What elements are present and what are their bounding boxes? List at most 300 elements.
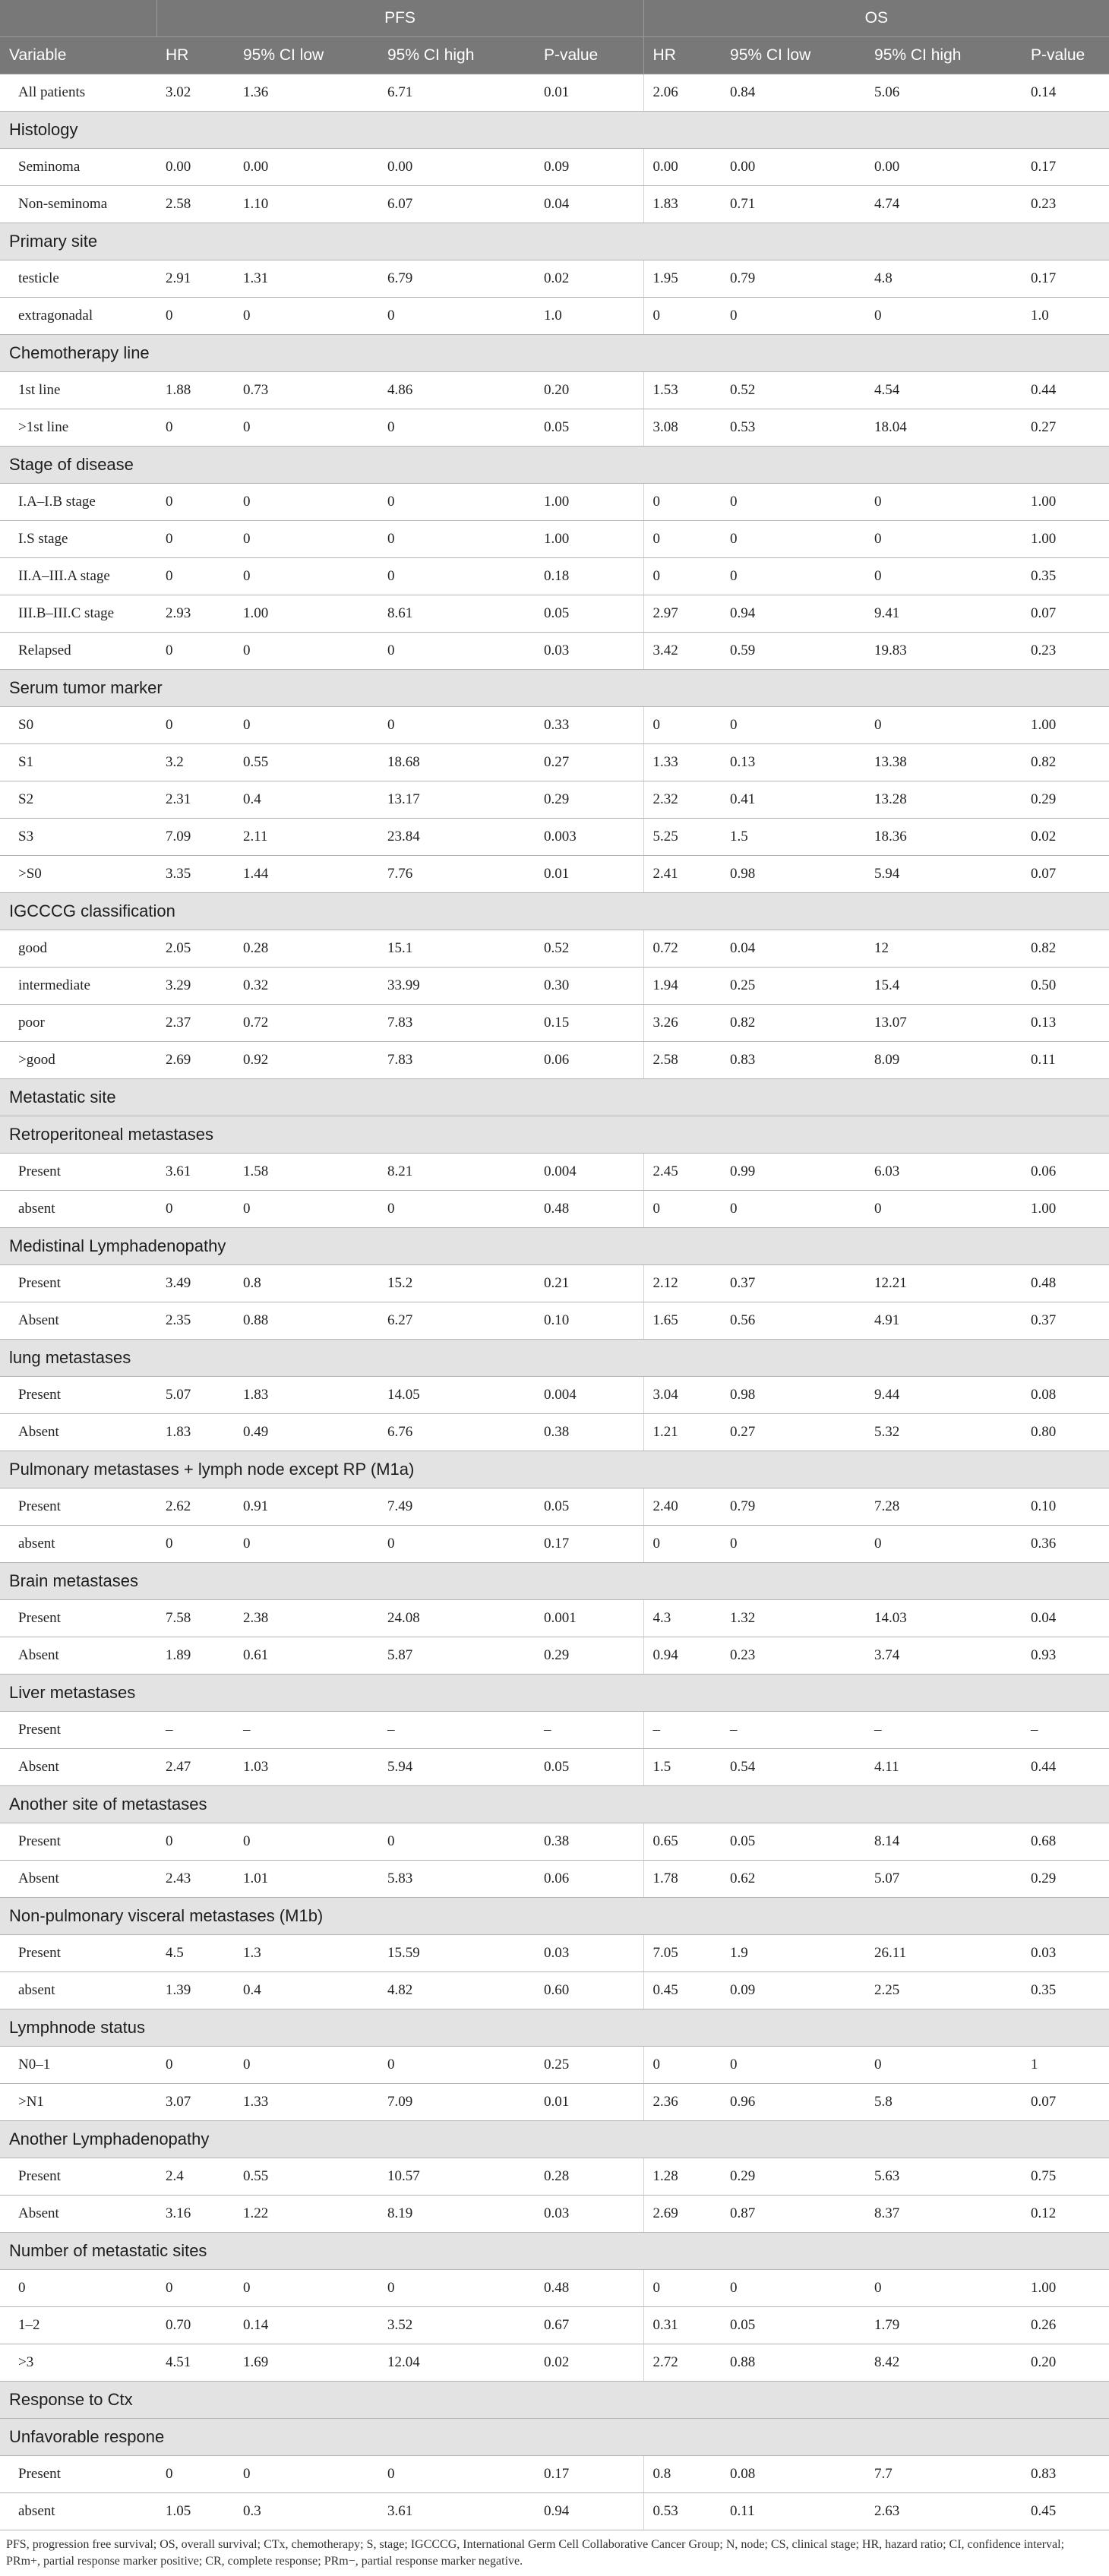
section-row	[0, 2233, 1109, 2270]
table-cell: 0.94	[643, 1637, 721, 1675]
table-cell: 5.25	[643, 819, 721, 856]
table-cell: 0.54	[721, 1749, 865, 1786]
row-label: Present	[0, 2158, 156, 2196]
table-cell: 0	[378, 298, 535, 335]
row-label: Present	[0, 1823, 156, 1861]
table-cell: 1.94	[643, 968, 721, 1005]
table-cell: 0	[234, 1823, 378, 1861]
table-cell: 4.91	[865, 1302, 1022, 1340]
table-cell: 1.10	[234, 186, 378, 223]
section-row	[0, 2121, 1109, 2158]
table-cell: 0.55	[234, 744, 378, 781]
table-cell: 0	[721, 558, 865, 595]
table-cell: 5.8	[865, 2084, 1022, 2121]
table-cell: –	[865, 1712, 1022, 1749]
table-cell: 0.29	[535, 781, 643, 819]
table-cell: 1.33	[643, 744, 721, 781]
table-cell: 1.01	[234, 1861, 378, 1898]
table-cell: 1.44	[234, 856, 378, 893]
table-row	[0, 186, 1109, 223]
table-cell: 0.10	[1022, 1488, 1109, 1526]
table-cell: 0.004	[535, 1377, 643, 1414]
table-cell: 5.83	[378, 1861, 535, 1898]
section-row	[0, 223, 1109, 260]
table-row	[0, 558, 1109, 595]
table-cell: 2.47	[156, 1749, 234, 1786]
table-cell: 0.82	[721, 1005, 865, 1042]
row-label: Absent	[0, 1302, 156, 1340]
table-cell: 0	[643, 707, 721, 744]
table-cell: 2.43	[156, 1861, 234, 1898]
row-label: 1st line	[0, 372, 156, 409]
table-cell: 2.38	[234, 1600, 378, 1637]
table-cell: 2.11	[234, 819, 378, 856]
section-label: Lymphnode status	[0, 2009, 1109, 2047]
table-cell: 0.03	[535, 633, 643, 670]
row-label: S2	[0, 781, 156, 819]
section-row	[0, 2382, 1109, 2419]
table-cell: 0.13	[721, 744, 865, 781]
table-cell: 0.31	[643, 2307, 721, 2344]
table-cell: –	[234, 1712, 378, 1749]
table-cell: 0.00	[865, 149, 1022, 186]
row-label: Present	[0, 1154, 156, 1191]
table-cell: 0.14	[234, 2307, 378, 2344]
table-cell: 0	[378, 1526, 535, 1563]
group-header-os: OS	[643, 0, 1109, 37]
table-cell: 0.04	[1022, 1600, 1109, 1637]
table-cell: 0.83	[1022, 2456, 1109, 2493]
table-row	[0, 1637, 1109, 1675]
table-cell: –	[721, 1712, 865, 1749]
column-header: 95% CI high	[378, 37, 535, 74]
section-row	[0, 1563, 1109, 1600]
table-cell: 0.20	[535, 372, 643, 409]
table-cell: 0.27	[721, 1414, 865, 1451]
table-cell: 4.74	[865, 186, 1022, 223]
group-header-pfs: PFS	[156, 0, 643, 37]
table-cell: 24.08	[378, 1600, 535, 1637]
table-cell: 0	[234, 2047, 378, 2084]
table-cell: 0.71	[721, 186, 865, 223]
table-cell: 0.88	[234, 1302, 378, 1340]
table-row	[0, 1302, 1109, 1340]
table-cell: 8.14	[865, 1823, 1022, 1861]
table-cell: 2.05	[156, 930, 234, 968]
table-cell: 2.40	[643, 1488, 721, 1526]
row-label: >1st line	[0, 409, 156, 447]
table-cell: 5.63	[865, 2158, 1022, 2196]
table-cell: 6.07	[378, 186, 535, 223]
table-cell: 0	[643, 298, 721, 335]
row-label: Absent	[0, 1414, 156, 1451]
row-label: Seminoma	[0, 149, 156, 186]
section-row	[0, 112, 1109, 149]
table-cell: 0	[156, 484, 234, 521]
table-cell: 0	[378, 2456, 535, 2493]
table-cell: 0.01	[535, 74, 643, 112]
row-label: I.S stage	[0, 521, 156, 558]
column-header: 95% CI high	[865, 37, 1022, 74]
section-row	[0, 1079, 1109, 1116]
table-cell: 1.78	[643, 1861, 721, 1898]
row-label: III.B–III.C stage	[0, 595, 156, 633]
table-row	[0, 2047, 1109, 2084]
table-cell: 4.54	[865, 372, 1022, 409]
table-cell: 0.79	[721, 260, 865, 298]
table-cell: 0.08	[721, 2456, 865, 2493]
table-cell: 0.28	[234, 930, 378, 968]
table-row	[0, 2307, 1109, 2344]
table-row	[0, 1972, 1109, 2009]
table-cell: 5.94	[865, 856, 1022, 893]
table-cell: 0	[643, 2047, 721, 2084]
table-cell: 19.83	[865, 633, 1022, 670]
table-cell: 0.14	[1022, 74, 1109, 112]
section-label: lung metastases	[0, 1340, 1109, 1377]
table-cell: 0.05	[535, 1749, 643, 1786]
table-cell: 4.5	[156, 1935, 234, 1972]
table-row	[0, 372, 1109, 409]
table-cell: 0	[156, 633, 234, 670]
table-cell: 0	[378, 409, 535, 447]
table-cell: 0.4	[234, 781, 378, 819]
table-cell: 0.02	[535, 2344, 643, 2382]
table-cell: 15.2	[378, 1265, 535, 1302]
row-label: N0–1	[0, 2047, 156, 2084]
table-cell: 1.9	[721, 1935, 865, 1972]
row-label: intermediate	[0, 968, 156, 1005]
table-cell: 0.04	[535, 186, 643, 223]
table-cell: 0.65	[643, 1823, 721, 1861]
column-header: P-value	[535, 37, 643, 74]
table-cell: 7.83	[378, 1042, 535, 1079]
table-cell: 0.60	[535, 1972, 643, 2009]
table-cell: 0.07	[1022, 595, 1109, 633]
table-cell: 0.30	[535, 968, 643, 1005]
table-row	[0, 595, 1109, 633]
table-cell: 0.29	[535, 1637, 643, 1675]
table-cell: 1.00	[1022, 707, 1109, 744]
table-row	[0, 1712, 1109, 1749]
table-cell: 1.28	[643, 2158, 721, 2196]
table-cell: 1.36	[234, 74, 378, 112]
table-row	[0, 781, 1109, 819]
table-cell: 8.21	[378, 1154, 535, 1191]
table-cell: 0.98	[721, 856, 865, 893]
row-label: absent	[0, 1972, 156, 2009]
row-label: absent	[0, 1526, 156, 1563]
section-label: Stage of disease	[0, 447, 1109, 484]
table-cell: 0.55	[234, 2158, 378, 2196]
table-cell: 2.25	[865, 1972, 1022, 2009]
table-row	[0, 1154, 1109, 1191]
table-cell: 7.09	[156, 819, 234, 856]
table-cell: 0.21	[535, 1265, 643, 1302]
table-row	[0, 2084, 1109, 2121]
table-cell: 9.44	[865, 1377, 1022, 1414]
table-cell: 18.68	[378, 744, 535, 781]
table-cell: 13.17	[378, 781, 535, 819]
table-cell: 0	[156, 2456, 234, 2493]
table-cell: 0.13	[1022, 1005, 1109, 1042]
table-row	[0, 409, 1109, 447]
table-cell: 1.88	[156, 372, 234, 409]
table-cell: 0.06	[535, 1861, 643, 1898]
table-cell: 0.00	[156, 149, 234, 186]
table-cell: 0	[865, 707, 1022, 744]
table-cell: 0.91	[234, 1488, 378, 1526]
row-label: absent	[0, 2493, 156, 2530]
table-cell: 0.99	[721, 1154, 865, 1191]
table-cell: 0.02	[1022, 819, 1109, 856]
table-row	[0, 2344, 1109, 2382]
table-cell: 0	[156, 409, 234, 447]
table-cell: 0.94	[535, 2493, 643, 2530]
table-row	[0, 2456, 1109, 2493]
table-cell: 0.29	[721, 2158, 865, 2196]
section-label: Number of metastatic sites	[0, 2233, 1109, 2270]
table-cell: 0.08	[1022, 1377, 1109, 1414]
table-cell: 0	[156, 2270, 234, 2307]
table-row	[0, 484, 1109, 521]
table-cell: 13.07	[865, 1005, 1022, 1042]
column-header: P-value	[1022, 37, 1109, 74]
table-cell: 0	[156, 521, 234, 558]
table-cell: 14.05	[378, 1377, 535, 1414]
table-cell: 0	[378, 521, 535, 558]
table-cell: 0.25	[535, 2047, 643, 2084]
section-row	[0, 335, 1109, 372]
table-cell: 0.29	[1022, 781, 1109, 819]
column-header: HR	[156, 37, 234, 74]
table-cell: 0.29	[1022, 1861, 1109, 1898]
table-cell: 0	[378, 633, 535, 670]
table-footnote: PFS, progression free survival; OS, overall survival; CTx, chemotherapy; S, stage; IGCCCG, International Germ Cell Collaborative Cancer Group; N, node; CS, clinical stage; HR, hazard ratio; CI, confidence interval; PRm+, partial response marker positive; CR, complete response; PRm−, partial response marker negative.	[6, 2538, 1065, 2568]
row-label: I.A–I.B stage	[0, 484, 156, 521]
table-cell: 2.69	[156, 1042, 234, 1079]
row-label: Absent	[0, 1861, 156, 1898]
table-cell: 0	[865, 1526, 1022, 1563]
table-cell: 0.56	[721, 1302, 865, 1340]
table-cell: –	[1022, 1712, 1109, 1749]
table-cell: 2.4	[156, 2158, 234, 2196]
table-cell: 12	[865, 930, 1022, 968]
table-cell: 6.03	[865, 1154, 1022, 1191]
table-cell: 0.11	[721, 2493, 865, 2530]
table-cell: 1.31	[234, 260, 378, 298]
table-cell: 0.93	[1022, 1637, 1109, 1675]
section-row	[0, 2419, 1109, 2456]
table-cell: 0	[865, 298, 1022, 335]
table-cell: 0	[643, 521, 721, 558]
table-cell: 12.04	[378, 2344, 535, 2382]
table-cell: 4.82	[378, 1972, 535, 2009]
section-label: Histology	[0, 112, 1109, 149]
table-cell: 0.72	[643, 930, 721, 968]
table-cell: 1.5	[721, 819, 865, 856]
table-cell: 1.3	[234, 1935, 378, 1972]
table-cell: 0.49	[234, 1414, 378, 1451]
table-row	[0, 1935, 1109, 1972]
table-cell: 0.45	[643, 1972, 721, 2009]
table-cell: 0	[156, 1526, 234, 1563]
table-cell: 0.41	[721, 781, 865, 819]
table-cell: 1.00	[1022, 484, 1109, 521]
table-cell: 0.00	[234, 149, 378, 186]
table-cell: 0	[721, 1191, 865, 1228]
table-cell: 0.05	[721, 1823, 865, 1861]
row-label: II.A–III.A stage	[0, 558, 156, 595]
table-cell: 8.09	[865, 1042, 1022, 1079]
table-cell: 0	[234, 1191, 378, 1228]
table-cell: 0.79	[721, 1488, 865, 1526]
table-cell: 1.69	[234, 2344, 378, 2382]
table-cell: 2.35	[156, 1302, 234, 1340]
table-cell: 9.41	[865, 595, 1022, 633]
table-cell: 1.83	[234, 1377, 378, 1414]
table-cell: 0.35	[1022, 558, 1109, 595]
table-cell: 0.001	[535, 1600, 643, 1637]
row-label: poor	[0, 1005, 156, 1042]
row-label: testicle	[0, 260, 156, 298]
section-label: Retroperitoneal metastases	[0, 1116, 1109, 1154]
table-cell: 2.41	[643, 856, 721, 893]
table-row	[0, 1488, 1109, 1526]
table-cell: 8.42	[865, 2344, 1022, 2382]
table-row	[0, 2493, 1109, 2530]
table-cell: 0.73	[234, 372, 378, 409]
table-cell: 2.32	[643, 781, 721, 819]
table-cell: 6.71	[378, 74, 535, 112]
table-cell: 0	[378, 484, 535, 521]
table-cell: 0.37	[721, 1265, 865, 1302]
table-cell: 0.09	[721, 1972, 865, 2009]
table-cell: 5.87	[378, 1637, 535, 1675]
table-cell: 13.38	[865, 744, 1022, 781]
table-cell: 0.88	[721, 2344, 865, 2382]
table-cell: 4.11	[865, 1749, 1022, 1786]
table-cell: 0.38	[535, 1414, 643, 1451]
section-label: Metastatic site	[0, 1079, 1109, 1116]
table-cell: 0.03	[535, 2196, 643, 2233]
table-cell: 1.05	[156, 2493, 234, 2530]
section-label: Unfavorable respone	[0, 2419, 1109, 2456]
row-label: All patients	[0, 74, 156, 112]
table-cell: 2.72	[643, 2344, 721, 2382]
table-cell: 0.67	[535, 2307, 643, 2344]
table-cell: 0.05	[721, 2307, 865, 2344]
table-cell: 0.09	[535, 149, 643, 186]
section-row	[0, 893, 1109, 930]
table-cell: 5.94	[378, 1749, 535, 1786]
table-cell: 7.09	[378, 2084, 535, 2121]
section-row	[0, 2009, 1109, 2047]
table-cell: 0.33	[535, 707, 643, 744]
table-cell: 0.26	[1022, 2307, 1109, 2344]
table-cell: 0.36	[1022, 1526, 1109, 1563]
table-cell: 0.92	[234, 1042, 378, 1079]
table-cell: 1.03	[234, 1749, 378, 1786]
table-cell: 0.48	[535, 2270, 643, 2307]
table-cell: 0.12	[1022, 2196, 1109, 2233]
table-cell: 0	[865, 2270, 1022, 2307]
row-label: Absent	[0, 2196, 156, 2233]
table-cell: 0.8	[234, 1265, 378, 1302]
table-cell: 0.004	[535, 1154, 643, 1191]
table-cell: 6.76	[378, 1414, 535, 1451]
table-cell: 0.06	[1022, 1154, 1109, 1191]
table-row	[0, 1749, 1109, 1786]
table-cell: 0	[234, 558, 378, 595]
table-cell: 0.23	[1022, 186, 1109, 223]
row-label: Present	[0, 1377, 156, 1414]
table-cell: 0.3	[234, 2493, 378, 2530]
table-cell: 7.58	[156, 1600, 234, 1637]
section-label: Serum tumor marker	[0, 670, 1109, 707]
section-label: Another site of metastases	[0, 1786, 1109, 1823]
table-cell: 7.05	[643, 1935, 721, 1972]
table-cell: 0.15	[535, 1005, 643, 1042]
table-row	[0, 1265, 1109, 1302]
row-label: good	[0, 930, 156, 968]
table-cell: 0.03	[535, 1935, 643, 1972]
row-label: Present	[0, 1600, 156, 1637]
group-header-row	[0, 0, 1109, 37]
table-cell: 4.8	[865, 260, 1022, 298]
table-cell: 1.0	[1022, 298, 1109, 335]
table-row	[0, 1191, 1109, 1228]
section-label: Another Lymphadenopathy	[0, 2121, 1109, 2158]
table-cell: 0.52	[721, 372, 865, 409]
table-cell: 7.76	[378, 856, 535, 893]
table-cell: 0	[721, 707, 865, 744]
table-cell: 18.36	[865, 819, 1022, 856]
table-row	[0, 1526, 1109, 1563]
section-label: Non-pulmonary visceral metastases (M1b)	[0, 1898, 1109, 1935]
table-cell: 0	[234, 484, 378, 521]
table-cell: 0.8	[643, 2456, 721, 2493]
section-row	[0, 1116, 1109, 1154]
table-body	[0, 74, 1109, 2530]
table-cell: 0.48	[535, 1191, 643, 1228]
row-label: 1–2	[0, 2307, 156, 2344]
table-cell: 0.70	[156, 2307, 234, 2344]
table-cell: 0.00	[643, 149, 721, 186]
table-cell: 10.57	[378, 2158, 535, 2196]
table-cell: 8.19	[378, 2196, 535, 2233]
table-cell: 3.2	[156, 744, 234, 781]
row-label: 0	[0, 2270, 156, 2307]
table-cell: 3.61	[378, 2493, 535, 2530]
column-header-row	[0, 37, 1109, 74]
table-cell: 0.00	[721, 149, 865, 186]
table-cell: 0.45	[1022, 2493, 1109, 2530]
table-cell: 5.07	[865, 1861, 1022, 1898]
table-cell: 0.23	[1022, 633, 1109, 670]
row-label: >good	[0, 1042, 156, 1079]
table-row	[0, 1042, 1109, 1079]
table-cell: 0.59	[721, 633, 865, 670]
table-cell: 0.17	[535, 1526, 643, 1563]
table-cell: 0	[234, 2270, 378, 2307]
table-cell: 0.06	[535, 1042, 643, 1079]
table-cell: 23.84	[378, 819, 535, 856]
table-cell: 0.82	[1022, 930, 1109, 968]
row-label: extragonadal	[0, 298, 156, 335]
table-cell: 1.5	[643, 1749, 721, 1786]
table-cell: 3.42	[643, 633, 721, 670]
